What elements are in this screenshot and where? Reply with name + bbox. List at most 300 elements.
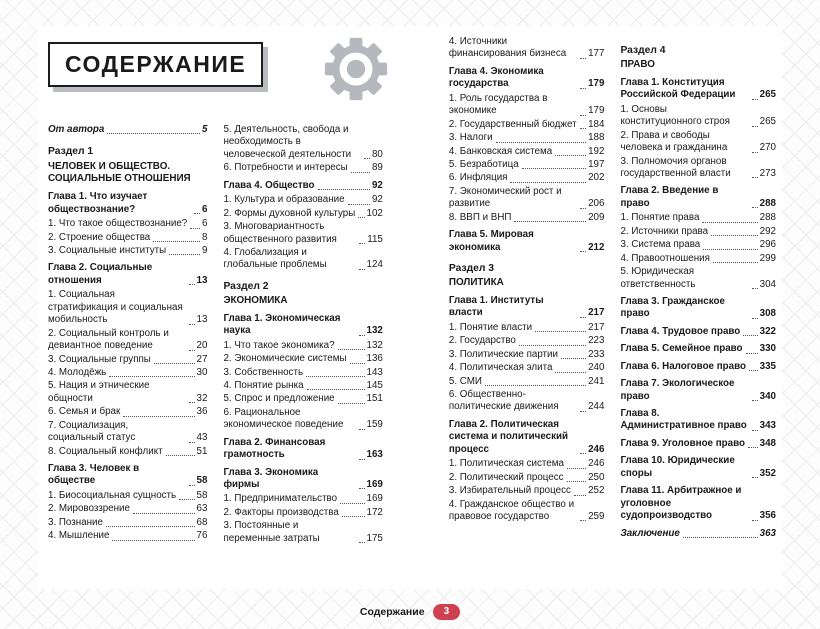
dot-leader [514, 221, 586, 222]
toc-item-text: 3. Полномочия органов государственной власти [620, 155, 731, 179]
page-number: 240 [588, 362, 605, 374]
dot-leader [189, 485, 195, 486]
dot-leader [364, 158, 370, 159]
dot-leader [743, 335, 757, 336]
toc-item-text: 2. Источники права [620, 225, 709, 237]
page-number: 5 [201, 124, 208, 135]
toc-item-text: 1. Политическая система [448, 458, 564, 470]
toc-entry [449, 186, 605, 211]
page-number: 102 [366, 207, 383, 219]
page-number: 288 [759, 212, 776, 224]
toc-item-text: 4. Глобализация и глобальные проблемы [223, 246, 327, 271]
page-number: 343 [759, 420, 776, 432]
page-number: 265 [759, 89, 776, 101]
toc-entry [48, 218, 207, 230]
dot-leader [580, 251, 586, 252]
dot-leader [752, 520, 758, 521]
toc-section-title: ПОЛИТИКА [448, 277, 504, 289]
toc-entry [449, 485, 605, 497]
toc-section-label: Раздел 2 [223, 280, 269, 292]
toc-entry [449, 132, 605, 144]
dot-leader [752, 126, 758, 127]
gear-icon [310, 36, 402, 107]
page-number: 80 [371, 148, 383, 160]
toc-item-text: 5. Деятельность, свобода и необходимость в человеческой деятельности [223, 124, 352, 160]
dot-leader [348, 204, 370, 205]
toc-entry [48, 232, 207, 244]
toc-item-text: 3. Многовариантность общественного развития [223, 221, 337, 245]
toc-entry [223, 493, 382, 505]
toc-item-text: Глава 1. Что изучает обществознание? [48, 191, 148, 215]
dot-leader [752, 400, 758, 401]
dot-leader [359, 335, 365, 336]
dot-leader [522, 168, 586, 169]
page-number: 246 [588, 443, 605, 455]
dot-leader [359, 429, 365, 430]
footer [0, 604, 820, 620]
page-number: 175 [366, 532, 383, 544]
toc-item-text: 1. Что такое экономика? [223, 339, 335, 351]
toc-entry [449, 335, 605, 347]
page-number: 159 [366, 419, 383, 431]
toc-item-text: 5. Безработица [448, 158, 519, 170]
dot-leader [580, 128, 587, 129]
page-number: 92 [371, 179, 383, 191]
page-number: 169 [366, 479, 383, 490]
dot-leader [580, 453, 586, 454]
toc-entry [449, 119, 605, 131]
toc-left-half [48, 36, 383, 583]
toc-item-text: Глава 7. Экологическое право [620, 378, 735, 402]
dot-leader [166, 455, 195, 456]
dot-leader [189, 324, 195, 325]
toc-item-text: 1. Биосоциальная сущность [48, 489, 177, 501]
toc-entry [48, 530, 207, 542]
page-number: 163 [366, 449, 383, 461]
toc-item-text: 7. Социализация, социальный статус [48, 419, 136, 444]
page-number: 322 [759, 325, 776, 337]
toc-entry [48, 406, 207, 418]
dot-leader [189, 284, 195, 285]
toc-entry [223, 407, 382, 432]
dot-leader [580, 115, 586, 116]
dot-leader [194, 213, 200, 214]
dot-leader [574, 495, 586, 496]
page-number: 363 [759, 527, 776, 539]
page-number: 304 [759, 278, 776, 290]
toc-item-text: Глава 9. Уголовное право [620, 437, 745, 449]
toc-entry [449, 499, 605, 524]
dot-leader [752, 430, 758, 431]
toc-author-entry [48, 124, 207, 136]
dot-leader [133, 513, 195, 514]
dot-leader [535, 331, 586, 332]
toc-item-text: 5. Юридическая ответственность [620, 266, 696, 290]
dot-leader [109, 376, 194, 377]
toc-content [38, 26, 782, 589]
toc-section-title: ЭКОНОМИКА [223, 294, 288, 306]
dot-leader [580, 58, 586, 59]
toc-chapter [449, 295, 605, 320]
toc-chapter [620, 343, 776, 355]
toc-entry [223, 507, 382, 519]
page-number: 330 [759, 343, 776, 355]
toc-item-text: Глава 5. Семейное право [620, 343, 743, 355]
toc-item-text: 1. Основы конституционного строя [620, 103, 730, 128]
dot-leader [190, 228, 200, 229]
toc-item-text: Глава 1. Институты власти [448, 294, 544, 319]
footer-page-badge: 3 [433, 604, 461, 620]
page-number: 206 [588, 198, 605, 210]
page-number: 6 [201, 203, 208, 215]
page-number: 308 [759, 308, 776, 320]
toc-item-text: Глава 4. Экономика государства [448, 65, 544, 90]
page-number: 246 [588, 458, 605, 470]
toc-entry [223, 367, 382, 379]
page-number: 202 [588, 172, 605, 184]
dot-leader [580, 88, 586, 89]
toc-entry [620, 226, 776, 238]
toc-entry [223, 124, 382, 161]
toc-entry [449, 376, 605, 388]
toc-entry [48, 517, 207, 529]
dot-leader [351, 172, 370, 173]
toc-item-text: От автора [48, 124, 105, 135]
toc-item-text: 3. Собственность [223, 366, 304, 378]
page-number: 340 [759, 390, 776, 402]
dot-leader [752, 288, 758, 289]
toc-section-label: Раздел 4 [620, 45, 666, 56]
dot-leader [749, 370, 758, 371]
page-number: 250 [588, 471, 605, 483]
toc-item-text: 1. Что такое обществознание? [48, 218, 188, 230]
toc-entry [449, 458, 605, 470]
page-number: 27 [196, 353, 208, 365]
toc-item-text: 1. Понятие власти [448, 321, 533, 333]
page-number: 192 [588, 145, 605, 157]
toc-entry [449, 389, 605, 414]
dot-leader [496, 142, 586, 143]
page-number: 217 [588, 321, 605, 333]
toc-item-text: Глава 2. Финансовая грамотность [223, 436, 326, 461]
toc-item-text: 1. Роль государства в экономике [448, 92, 548, 117]
toc-chapter [48, 463, 207, 488]
toc-item-text: 1. Понятие права [620, 212, 700, 224]
dot-leader [580, 208, 586, 209]
toc-entry [223, 520, 382, 545]
toc-item-text: 3. Налоги [448, 132, 493, 144]
toc-chapter [48, 191, 207, 216]
page-number: 335 [759, 360, 776, 372]
toc-entry [449, 362, 605, 374]
page-number: 36 [196, 406, 208, 418]
toc-conclusion [620, 528, 776, 540]
toc-section-title: ЧЕЛОВЕК И ОБЩЕСТВО. СОЦИАЛЬНЫЕ ОТНОШЕНИЯ [48, 160, 191, 185]
page-number: 352 [759, 467, 776, 479]
page-number: 184 [588, 118, 605, 130]
toc-entry [223, 208, 382, 220]
toc-item-text: 3. Социальные институты [48, 245, 167, 256]
page-number: 13 [196, 314, 208, 326]
dot-leader [189, 402, 195, 403]
toc-entry [449, 322, 605, 334]
toc-chapter [48, 262, 207, 287]
page-number: 145 [366, 379, 383, 391]
dot-leader [350, 363, 365, 364]
toc-entry [223, 194, 382, 206]
toc-entry [620, 156, 776, 181]
toc-item-text: 3. Политические партии [448, 348, 558, 360]
dot-leader [112, 540, 194, 541]
toc-entry [449, 172, 605, 184]
dot-leader [752, 99, 758, 100]
dot-leader [519, 345, 586, 346]
toc-item-text: 5. Нация и этнические общности [48, 380, 150, 404]
toc-item-text: 4. Политическая элита [448, 362, 553, 374]
page-number: 43 [196, 432, 208, 444]
dot-leader [567, 481, 587, 482]
page-number: 63 [196, 503, 208, 515]
toc-item-text: 3. Социальные группы [48, 353, 151, 365]
dot-leader [338, 403, 365, 404]
page-number: 143 [366, 366, 383, 378]
toc-item-text: 6. Рациональное экономическое поведение [223, 406, 344, 431]
page-number: 288 [759, 197, 776, 209]
dot-leader [485, 385, 586, 386]
page-title: СОДЕРЖАНИЕ [48, 42, 263, 87]
dot-leader [189, 350, 195, 351]
dot-leader [561, 358, 586, 359]
toc-chapter [620, 438, 776, 450]
toc-chapter [449, 419, 605, 456]
page-number: 58 [196, 475, 208, 487]
dot-leader [359, 488, 365, 489]
toc-entry [223, 353, 382, 365]
toc-item-text: 2. Строение общества [48, 231, 151, 243]
dot-leader [752, 152, 758, 153]
page-number: 13 [196, 274, 208, 286]
toc-item-text: 2. Государство [448, 335, 516, 347]
dot-leader [703, 249, 757, 250]
dot-leader [752, 477, 758, 478]
toc-entry [48, 503, 207, 515]
toc-item-text: 2. Государственный бюджет [448, 118, 577, 130]
toc-item-text: 4. Правоотношения [620, 252, 710, 264]
toc-column-3 [449, 36, 605, 583]
toc-item-text: Глава 4. Трудовое право [620, 325, 741, 337]
toc-entry [223, 221, 382, 246]
page-number: 179 [588, 78, 605, 90]
toc-entry [48, 380, 207, 405]
page-number: 212 [588, 241, 605, 253]
dot-leader [359, 542, 365, 543]
toc-section-label: Раздел 1 [48, 146, 94, 158]
dot-leader [153, 241, 200, 242]
toc-entry [48, 367, 207, 379]
toc-item-text: Глава 10. Юридические споры [620, 455, 735, 479]
toc-entry [449, 472, 605, 484]
toc-chapter [620, 296, 776, 321]
toc-entry [48, 446, 207, 458]
dot-leader [580, 411, 586, 412]
page-number: 30 [196, 366, 208, 378]
page-number: 151 [366, 393, 383, 405]
toc-item-text: 6. Потребности и интересы [223, 162, 348, 174]
dot-leader [359, 269, 365, 270]
toc-chapter [449, 229, 605, 254]
toc-entry [223, 247, 382, 272]
toc-item-text: Глава 1. Конституция Российской Федерации [620, 76, 736, 101]
toc-item-text: 6. Общественно-политические движения [448, 389, 559, 413]
toc-item-text: 2. Мировоззрение [48, 503, 130, 515]
toc-item-text: 3. Избирательный процесс [448, 485, 571, 497]
dot-leader [338, 349, 365, 350]
page-number: 172 [366, 506, 383, 518]
dot-leader [580, 520, 586, 521]
toc-item-text: 6. Инфляция [448, 172, 508, 184]
toc-entry [48, 289, 207, 326]
page-number: 356 [759, 510, 776, 522]
toc-chapter [620, 408, 776, 433]
toc-chapter [223, 467, 382, 492]
dot-leader [106, 526, 195, 527]
toc-chapter [223, 180, 382, 192]
toc-item-text: 1. Культура и образование [223, 194, 345, 206]
page-number: 177 [588, 48, 605, 60]
toc-entry [223, 162, 382, 174]
toc-column-4 [620, 36, 776, 583]
left-columns [48, 124, 383, 583]
toc-chapter [620, 326, 776, 338]
toc-item-text: 4. Мышление [48, 530, 110, 542]
page-number: 223 [588, 335, 605, 347]
dot-leader [358, 217, 364, 218]
dot-leader [580, 317, 586, 318]
toc-entry [449, 159, 605, 171]
dot-leader [123, 416, 194, 417]
toc-entry [48, 490, 207, 502]
toc-item-text: Глава 6. Налоговое право [620, 360, 746, 372]
page-number: 92 [371, 194, 383, 206]
dot-leader [359, 243, 365, 244]
page-number: 20 [196, 340, 208, 352]
toc-entry [620, 212, 776, 224]
page-number: 270 [759, 142, 776, 154]
dot-leader [752, 318, 758, 319]
toc-item-text: 1. Социальная стратификация и социальная мобильность [48, 289, 183, 326]
toc-entry [223, 393, 382, 405]
toc-entry [620, 104, 776, 129]
toc-item-text: Глава 2. Социальные отношения [48, 262, 153, 286]
content-area [38, 26, 782, 589]
toc-entry [449, 93, 605, 118]
toc-item-text: 5. СМИ [448, 375, 482, 387]
toc-item-text: Глава 2. Введение в право [620, 185, 719, 209]
dot-leader [359, 459, 365, 460]
toc-item-text: Глава 8. Административное право [620, 408, 747, 432]
page-number: 217 [588, 307, 605, 319]
toc-item-text: 2. Политический процесс [448, 471, 564, 483]
toc-item-text: Глава 3. Гражданское право [620, 295, 725, 320]
toc-item-text: Глава 3. Человек в обществе [48, 463, 140, 487]
toc-item-text: 1. Предпринимательство [223, 493, 338, 505]
dot-leader [107, 133, 200, 134]
toc-column-1 [48, 124, 207, 583]
toc-entry [620, 239, 776, 251]
page-number: 265 [759, 116, 776, 128]
toc-chapter [620, 378, 776, 403]
dot-leader [711, 235, 758, 236]
page-number: 6 [201, 218, 208, 230]
toc-item-text: 2. Социальный контроль и девиантное поведение [48, 327, 169, 352]
toc-column-2 [223, 124, 382, 583]
dot-leader [713, 262, 758, 263]
toc-section-title: ПРАВО [620, 59, 655, 71]
toc-entry [48, 420, 207, 445]
title-row [48, 36, 383, 108]
toc-chapter [223, 437, 382, 462]
page-number: 9 [201, 245, 208, 256]
dot-leader [189, 442, 195, 443]
page-number: 252 [588, 485, 605, 497]
page-number: 132 [366, 325, 383, 337]
dot-leader [683, 537, 758, 538]
page-number: 136 [366, 353, 383, 365]
dot-leader [179, 499, 194, 500]
toc-item-text: Заключение [620, 527, 680, 539]
toc-chapter [620, 455, 776, 480]
toc-item-text: 4. Гражданское общество и правовое государство [448, 498, 575, 522]
page-number: 132 [366, 339, 383, 351]
dot-leader [746, 353, 758, 354]
page-number: 241 [588, 375, 605, 387]
page-number: 348 [759, 437, 776, 449]
toc-entry [620, 253, 776, 265]
dot-leader [555, 155, 586, 156]
toc-entry [449, 36, 605, 61]
toc-chapter [449, 66, 605, 91]
page-number: 89 [371, 162, 383, 174]
dot-leader [748, 447, 758, 448]
toc-item-text: Глава 5. Мировая экономика [448, 229, 534, 253]
dot-leader [169, 254, 200, 255]
page-number: 68 [196, 516, 208, 528]
toc-chapter [620, 185, 776, 210]
dot-leader [306, 376, 364, 377]
toc-item-text: 8. ВВП и ВНП [448, 211, 512, 223]
toc-item-text: 3. Система права [620, 239, 701, 251]
toc-item-text: 3. Постоянные и переменные затраты [223, 520, 320, 544]
page-number: 76 [196, 530, 208, 542]
page-number: 233 [588, 348, 605, 360]
page-number: 296 [759, 239, 776, 251]
toc-item-text: 3. Познание [48, 516, 103, 528]
page-number: 259 [588, 510, 605, 522]
page-number: 273 [759, 168, 776, 179]
toc-item-text: 2. Экономические системы [223, 353, 347, 365]
page-number: 32 [196, 392, 208, 404]
dot-leader [318, 189, 370, 190]
toc-item-text: 2. Факторы производства [223, 506, 339, 518]
dot-leader [510, 182, 586, 183]
toc-item-text: 4. Понятие рынка [223, 379, 304, 391]
toc-entry [449, 146, 605, 158]
toc-item-text: 4. Банковская система [448, 145, 553, 157]
page-number: 58 [196, 489, 208, 501]
toc-chapter [620, 77, 776, 102]
dot-leader [307, 389, 365, 390]
toc-entry [48, 328, 207, 353]
